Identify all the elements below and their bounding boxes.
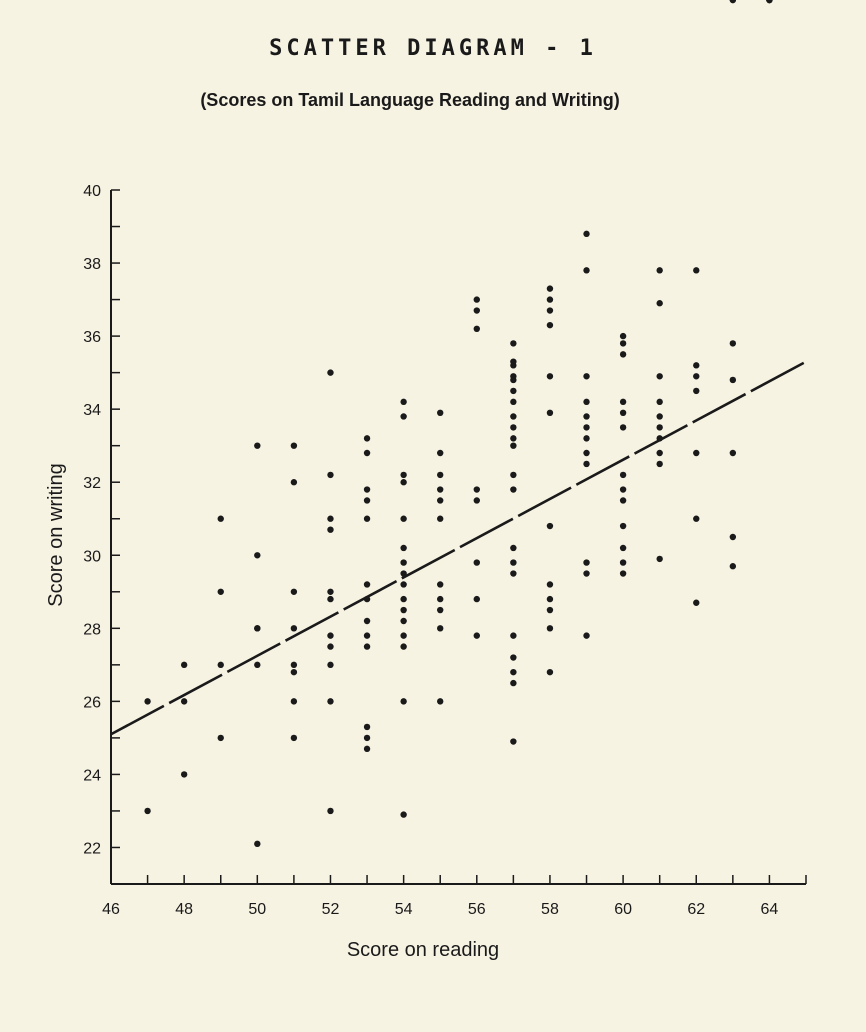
data-point xyxy=(437,410,443,416)
data-point xyxy=(583,231,589,237)
data-point xyxy=(291,698,297,704)
y-tick-label: 32 xyxy=(83,475,101,493)
data-point xyxy=(400,643,406,649)
data-point xyxy=(474,296,480,302)
x-tick-label: 58 xyxy=(541,901,559,918)
x-axis-label: Score on reading xyxy=(346,939,500,961)
data-point xyxy=(291,589,297,595)
data-point xyxy=(547,607,553,613)
data-point xyxy=(583,413,589,419)
data-point xyxy=(474,486,480,492)
data-point xyxy=(364,497,370,503)
data-point xyxy=(693,600,699,606)
data-point xyxy=(327,596,333,602)
data-point xyxy=(620,399,626,405)
data-point xyxy=(510,442,516,448)
y-tick-label: 38 xyxy=(83,256,101,274)
data-point xyxy=(510,399,516,405)
data-point xyxy=(620,486,626,492)
data-point xyxy=(327,808,333,814)
data-point xyxy=(291,625,297,631)
data-point xyxy=(510,486,516,492)
data-point xyxy=(583,399,589,405)
data-point xyxy=(327,698,333,704)
y-tick-label: 36 xyxy=(83,329,101,347)
data-point xyxy=(400,399,406,405)
data-point xyxy=(400,698,406,704)
trend-line xyxy=(111,362,806,735)
data-point xyxy=(730,0,736,3)
y-tick-label: 26 xyxy=(83,694,101,712)
data-point xyxy=(620,424,626,430)
data-point xyxy=(583,424,589,430)
data-point xyxy=(291,662,297,668)
data-point xyxy=(364,632,370,638)
y-axis-label: Score on writing xyxy=(45,463,67,607)
data-point xyxy=(254,662,260,668)
data-point xyxy=(693,267,699,273)
data-point xyxy=(656,267,662,273)
data-point xyxy=(510,545,516,551)
data-point xyxy=(510,413,516,419)
data-point xyxy=(327,526,333,532)
chart-title: SCATTER DIAGRAM - 1 xyxy=(269,36,597,61)
data-point xyxy=(181,771,187,777)
data-point xyxy=(656,461,662,467)
data-point xyxy=(547,581,553,587)
data-point xyxy=(218,662,224,668)
data-point xyxy=(437,450,443,456)
data-point xyxy=(656,373,662,379)
data-point xyxy=(510,632,516,638)
data-point xyxy=(620,340,626,346)
data-point xyxy=(254,552,260,558)
data-point xyxy=(730,340,736,346)
data-point xyxy=(510,373,516,379)
data-point xyxy=(547,596,553,602)
data-point xyxy=(620,523,626,529)
data-point xyxy=(656,399,662,405)
x-tick-label: 56 xyxy=(467,901,486,918)
data-point xyxy=(254,625,260,631)
data-point xyxy=(400,413,406,419)
data-point xyxy=(364,486,370,492)
data-point xyxy=(547,285,553,291)
data-point xyxy=(510,680,516,686)
data-point xyxy=(620,333,626,339)
data-point xyxy=(400,632,406,638)
data-point xyxy=(510,472,516,478)
data-point xyxy=(327,589,333,595)
data-point xyxy=(620,559,626,565)
data-point xyxy=(656,424,662,430)
x-tick-label: 48 xyxy=(175,901,194,918)
y-tick-label: 40 xyxy=(83,183,101,200)
trend-line-group xyxy=(111,362,806,735)
data-point xyxy=(327,662,333,668)
data-point xyxy=(181,662,187,668)
data-point xyxy=(144,808,150,814)
x-tick-label: 60 xyxy=(614,901,633,918)
data-point xyxy=(583,570,589,576)
data-point xyxy=(547,669,553,675)
data-point xyxy=(656,435,662,441)
data-point xyxy=(291,735,297,741)
data-point xyxy=(510,559,516,565)
data-point xyxy=(730,563,736,569)
data-point xyxy=(583,373,589,379)
data-point xyxy=(620,570,626,576)
data-point xyxy=(693,362,699,368)
y-tick-label: 24 xyxy=(83,767,101,785)
data-point xyxy=(730,450,736,456)
data-point xyxy=(400,570,406,576)
data-point xyxy=(656,450,662,456)
data-point xyxy=(291,669,297,675)
data-point xyxy=(693,450,699,456)
data-point xyxy=(364,746,370,752)
data-point xyxy=(400,545,406,551)
data-point xyxy=(474,596,480,602)
data-point xyxy=(437,607,443,613)
data-point xyxy=(218,735,224,741)
data-point xyxy=(693,388,699,394)
data-point xyxy=(620,472,626,478)
data-point xyxy=(437,596,443,602)
data-point xyxy=(766,0,772,3)
chart-subtitle: (Scores on Tamil Language Reading and Writing) xyxy=(200,90,620,110)
data-point xyxy=(656,300,662,306)
data-point xyxy=(656,556,662,562)
data-point xyxy=(254,841,260,847)
data-point xyxy=(547,373,553,379)
data-point xyxy=(364,581,370,587)
data-point xyxy=(547,410,553,416)
data-point xyxy=(364,516,370,522)
data-point xyxy=(730,377,736,383)
data-point xyxy=(437,497,443,503)
data-point xyxy=(437,581,443,587)
data-point xyxy=(327,369,333,375)
data-point xyxy=(583,632,589,638)
data-point xyxy=(693,373,699,379)
data-point xyxy=(474,307,480,313)
data-point xyxy=(547,625,553,631)
data-point xyxy=(181,698,187,704)
data-point xyxy=(327,472,333,478)
data-point xyxy=(474,497,480,503)
y-tick-label: 34 xyxy=(83,402,101,420)
data-point xyxy=(583,435,589,441)
data-point xyxy=(730,534,736,540)
data-point xyxy=(400,516,406,522)
data-point xyxy=(400,472,406,478)
data-point xyxy=(620,545,626,551)
data-point xyxy=(400,618,406,624)
data-point xyxy=(364,618,370,624)
x-tick-label: 46 xyxy=(102,901,120,918)
x-tick-label: 64 xyxy=(760,901,779,918)
y-tick-label: 28 xyxy=(83,621,101,639)
data-point xyxy=(400,581,406,587)
data-point xyxy=(510,358,516,364)
data-point xyxy=(547,322,553,328)
data-point xyxy=(437,625,443,631)
data-point xyxy=(327,516,333,522)
data-point xyxy=(364,643,370,649)
y-tick-label: 22 xyxy=(83,840,101,858)
data-point xyxy=(620,497,626,503)
data-point xyxy=(254,442,260,448)
data-point xyxy=(400,479,406,485)
y-tick-label: 30 xyxy=(83,548,101,566)
axes xyxy=(83,183,806,918)
data-point xyxy=(510,340,516,346)
data-point xyxy=(474,326,480,332)
data-point xyxy=(474,632,480,638)
data-point xyxy=(364,450,370,456)
data-point xyxy=(364,724,370,730)
data-point xyxy=(364,435,370,441)
data-point xyxy=(364,596,370,602)
data-point xyxy=(437,516,443,522)
data-point xyxy=(510,424,516,430)
data-point xyxy=(291,479,297,485)
data-point xyxy=(437,486,443,492)
data-point xyxy=(656,413,662,419)
data-point xyxy=(510,654,516,660)
data-point xyxy=(547,523,553,529)
x-tick-label: 52 xyxy=(321,901,340,918)
data-point xyxy=(583,461,589,467)
data-point xyxy=(400,607,406,613)
data-point xyxy=(583,450,589,456)
data-point xyxy=(583,559,589,565)
data-point xyxy=(437,472,443,478)
data-point xyxy=(218,589,224,595)
data-point xyxy=(400,559,406,565)
data-point xyxy=(510,738,516,744)
data-point xyxy=(510,388,516,394)
data-point xyxy=(620,351,626,357)
data-point xyxy=(620,410,626,416)
data-point xyxy=(510,669,516,675)
data-point xyxy=(400,596,406,602)
data-point xyxy=(510,435,516,441)
data-point xyxy=(364,735,370,741)
x-tick-label: 54 xyxy=(394,901,413,918)
data-point xyxy=(693,516,699,522)
data-point xyxy=(144,698,150,704)
data-point xyxy=(437,698,443,704)
data-point xyxy=(327,632,333,638)
data-point xyxy=(510,570,516,576)
points-group xyxy=(144,0,772,847)
data-point xyxy=(547,296,553,302)
data-point xyxy=(291,442,297,448)
x-tick-label: 62 xyxy=(687,901,706,918)
data-point xyxy=(327,643,333,649)
data-point xyxy=(547,307,553,313)
data-point xyxy=(474,559,480,565)
x-tick-label: 50 xyxy=(248,901,267,918)
data-point xyxy=(583,267,589,273)
data-point xyxy=(218,516,224,522)
data-point xyxy=(400,811,406,817)
